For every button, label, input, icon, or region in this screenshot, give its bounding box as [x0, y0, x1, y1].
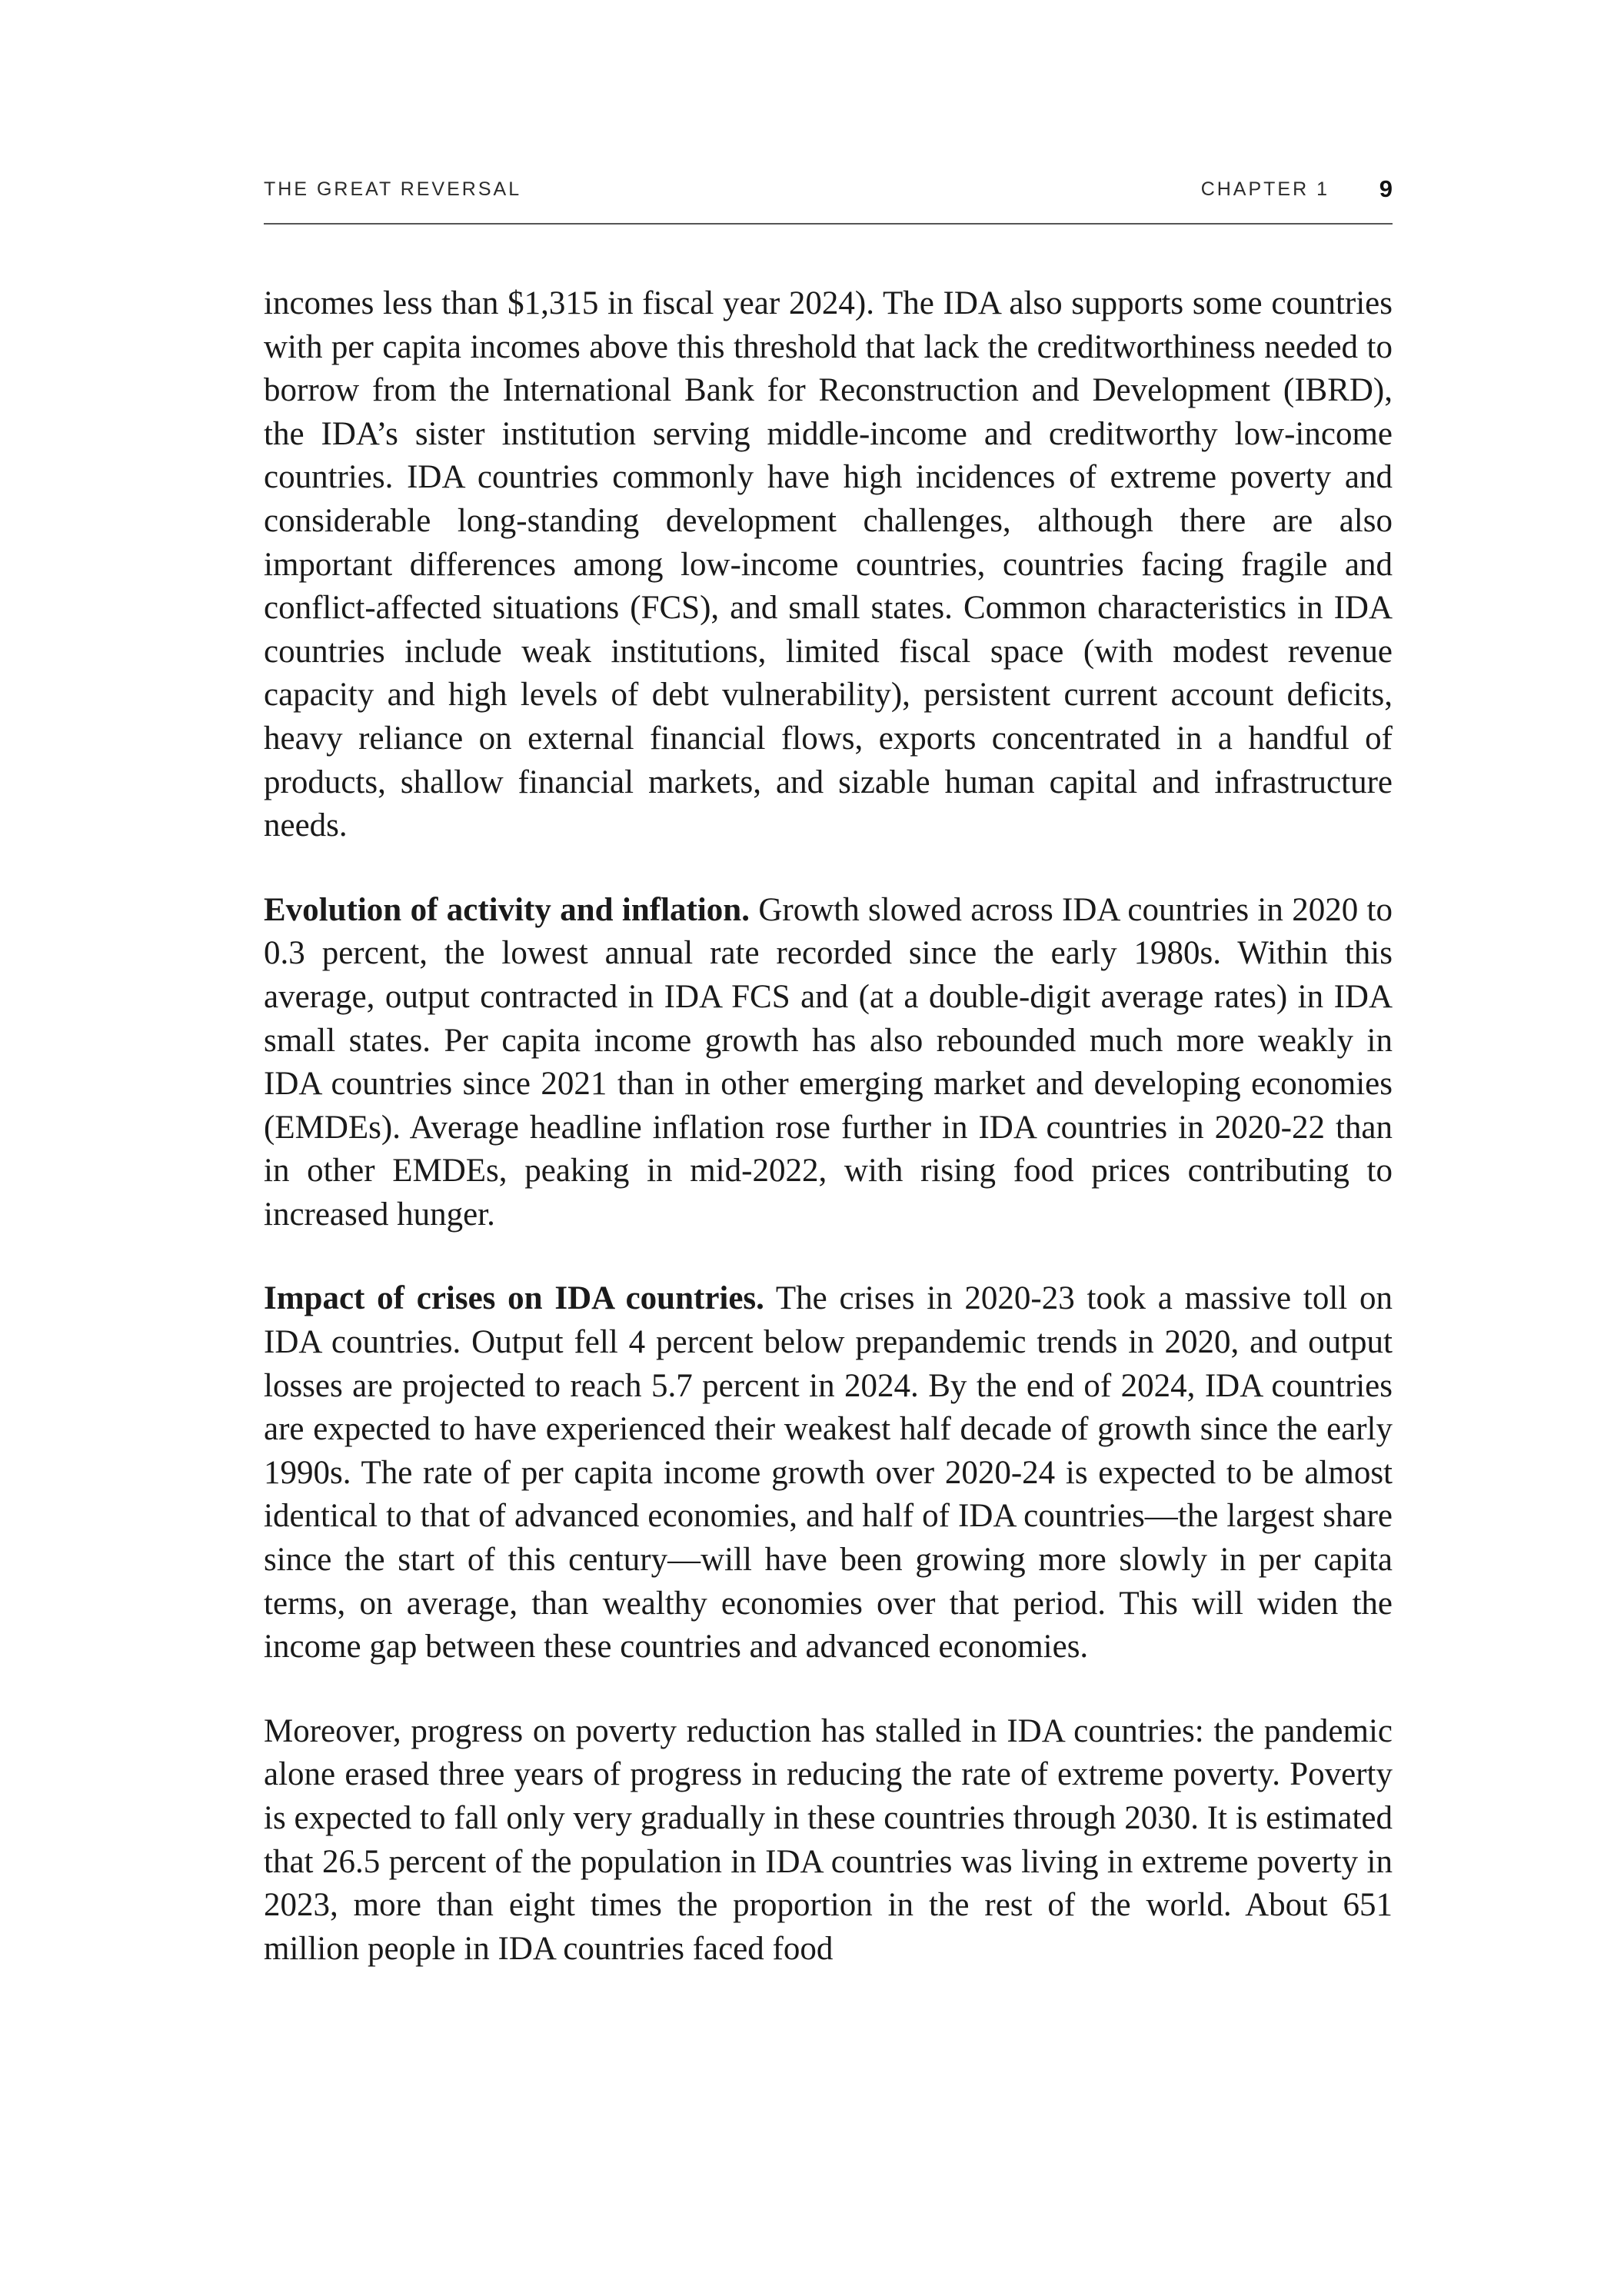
- paragraph-text: The crises in 2020-23 took a massive toll on IDA countries. Output fell 4 percent below prepandemic trends in 2020, and output losses are projected to reach 5.7 percent in 2024. By the end of 2024, IDA countries are expected to have experienced their weakest half decade of growth since the early 1990s. The rate of per capita income growth over 2020-24 is expected to be almost identical to that of advanced economies, and half of IDA countries—the largest share since the start of this century—will have been growing more slowly in per capita terms, on average, than wealthy economies over that period. This will widen the income gap between these countries and advanced economies.: [264, 1280, 1393, 1665]
- run-in-heading: Evolution of activity and inflation.: [264, 891, 750, 928]
- paragraph-impact-of-crises: [264, 1277, 1393, 1669]
- paragraph-text: Moreover, progress on poverty reduction has stalled in IDA countries: the pandemic alone erased three years of progress in reducing the rate of extreme poverty. Poverty is expected to fall only very gradually in these countries through 2030. It is estimated that 26.5 percent of the population in IDA countries was living in extreme poverty in 2023, more than eight times the proportion in the rest of the world. About 651 million people in IDA countries faced food: [264, 1712, 1393, 1967]
- paragraph-continuation: [264, 282, 1393, 848]
- paragraph-text: incomes less than $1,315 in fiscal year 2024). The IDA also supports some countries with per capita incomes above this threshold that lack the creditworthiness needed to borrow from the International Bank for Reconstruction and Development (IBRD), the IDA’s sister institution serving middle-income and creditworthy low-income countries. IDA countries commonly have high incidences of extreme poverty and considerable long-standing development challenges, although there are also important differences among low-income countries, countries facing fragile and conflict-affected situations (FCS), and small states. Common characteristics in IDA countries include weak institutions, limited fiscal space (with modest revenue capacity and high levels of debt vulnerability), persistent current account deficits, heavy reliance on external financial flows, exports concentrated in a handful of products, shallow financial markets, and sizable human capital and infrastructure needs.: [264, 285, 1393, 844]
- running-header: [264, 175, 1393, 206]
- run-in-heading: Impact of crises on IDA countries.: [264, 1280, 764, 1317]
- paragraph-evolution-activity-inflation: [264, 889, 1393, 1237]
- body-text: [264, 282, 1393, 2011]
- paragraph-text: Growth slowed across IDA countries in 2020 to 0.3 percent, the lowest annual rate recorded since the early 1980s. Within this average, output contracted in IDA FCS and (at a double-digit average rates) in IDA small states. Per capita income growth has also rebounded much more weakly in IDA countries since 2021 than in other emerging market and developing economies (EMDEs). Average headline inflation rose further in IDA countries in 2020-22 than in other EMDEs, peaking in mid-2022, with rising food prices contributing to increased hunger.: [264, 891, 1393, 1233]
- running-header-chapter: CHAPTER 1: [1200, 178, 1329, 200]
- header-divider: [264, 223, 1393, 225]
- page-number: 9: [1379, 175, 1393, 202]
- paragraph-poverty-reduction: [264, 1710, 1393, 1972]
- running-header-title: THE GREAT REVERSAL: [264, 178, 522, 200]
